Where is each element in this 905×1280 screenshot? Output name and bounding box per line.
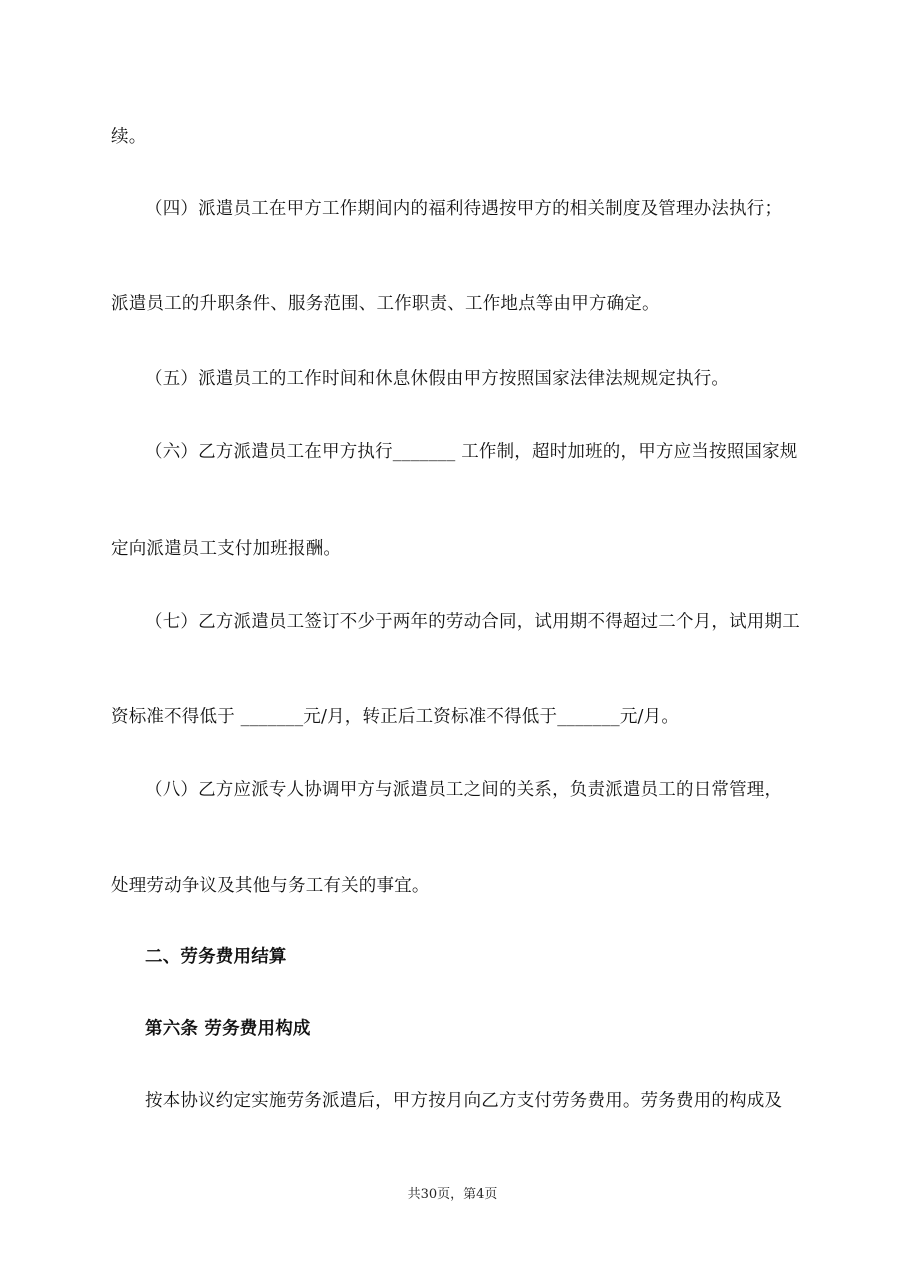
section-heading: 二、劳务费用结算: [145, 947, 287, 967]
text-line-continuation: 续。: [111, 127, 147, 147]
clause-item-8: （八）乙方应派专人协调甲方与派遣员工之间的关系，负责派遣员工的日常管理，: [145, 780, 783, 800]
clause-item-8-continued: 处理劳动争议及其他与务工有关的事宜。: [111, 876, 430, 896]
article-heading: 第六条 劳务费用构成: [145, 1019, 311, 1039]
clause-item-4-continued: 派遣员工的升职条件、服务范围、工作职责、工作地点等由甲方确定。: [111, 294, 660, 314]
clause-item-6: （六）乙方派遣员工在甲方执行_______ 工作制，超时加班的，甲方应当按照国家规: [145, 442, 798, 462]
clause-item-7-continued: 资标准不得低于 _______元/月，转正后工资标准不得低于_______元/月。: [111, 707, 680, 727]
clause-item-7: （七）乙方派遣员工签订不少于两年的劳动合同，试用期不得超过二个月，试用期工: [145, 612, 800, 632]
page-footer: 共30页，第4页: [407, 1187, 498, 1202]
clause-item-5: （五）派遣员工的工作时间和休息休假由甲方按照国家法律法规规定执行。: [145, 369, 730, 389]
clause-item-6-continued: 定向派遣员工支付加班报酬。: [111, 539, 342, 559]
clause-item-4: （四）派遣员工在甲方工作期间内的福利待遇按甲方的相关制度及管理办法执行；: [145, 199, 783, 219]
article-body-line: 按本协议约定实施劳务派遣后，甲方按月向乙方支付劳务费用。劳务费用的构成及: [145, 1091, 783, 1111]
